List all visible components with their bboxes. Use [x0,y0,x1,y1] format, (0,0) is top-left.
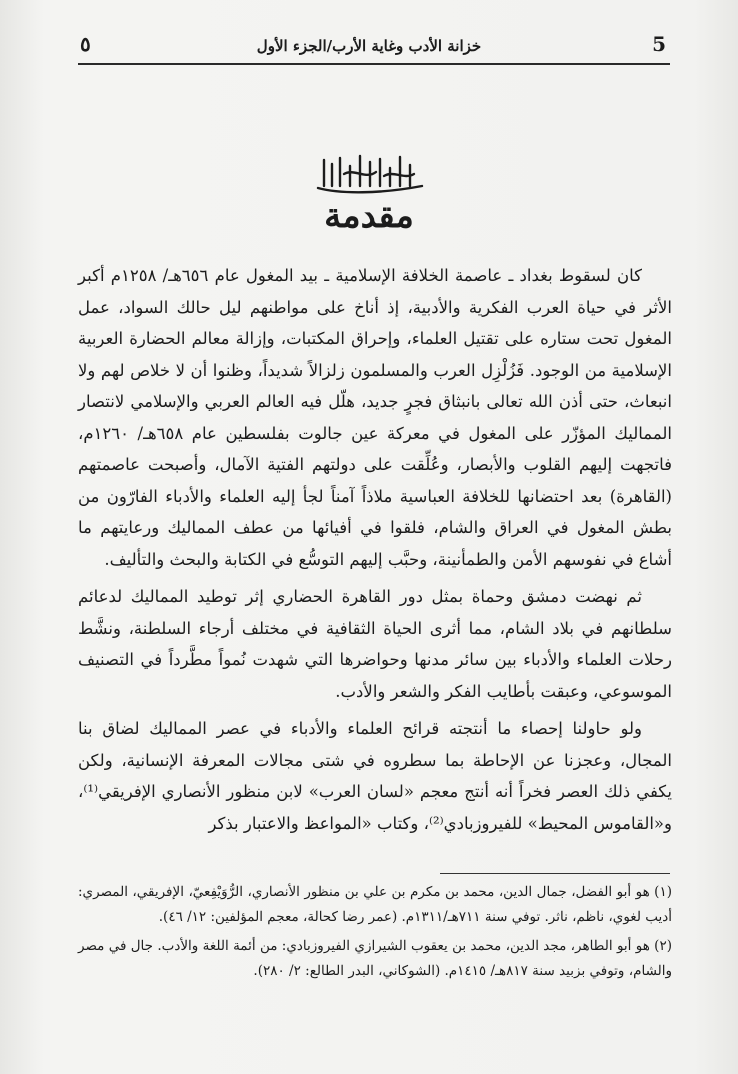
page-number-latin: 5 [652,32,666,56]
paragraph: ثم نهضت دمشق وحماة بمثل دور القاهرة الحضاري إثر توطيد المماليك لدعائم سلطانهم في بلاد الشام، مما أثرى الحياة الثقافية في مختلف أرجاء السلطنة، ونشَّط رحلات العلماء والأدباء بين سائر مدنها وحواضرها التي شهدت نُمواً مطَّرداً في التصنيف الموسوعي، وعبقت بأطايب الفكر والشعر والأدب. [78,587,672,701]
footnote: (٢) هو أبو الطاهر، مجد الدين، محمد بن يعقوب الشيرازي الفيروزبادي: من أئمة اللغة والأدب. جال في مصر والشام، وتوفي بزبيد سنة ٨١٧هـ/ ١٤١٥م. (الشوكاني، البدر الطالع: ٢/ ٢٨٠). [78,938,672,979]
section-title: مقدمة [324,196,414,236]
paragraph: كان لسقوط بغداد ـ عاصمة الخلافة الإسلامية ـ بيد المغول عام ٦٥٦هـ/ ١٢٥٨م أكبر الأثر في حياة العرب الفكرية والأدبية، إذ أناخ على مواطنهم ليل حالك السواد، عمل المغول تحت ستاره على تقتيل العلماء، وإحراق المكتبات، وإزالة معالم الحضارة العربية الإسلامية من الوجود. فَزُلْزِل العرب والمسلمون زلزالاً شديداً، وظنوا أن لا خلاص لهم ولا انبعاث، حتى أذن الله تعالى بانبثاق فجرٍ جديد، هلّل فيه العالم العربي والإسلامي لانتصار المماليك المؤزّر على المغول في معركة عين جالوت بفلسطين عام ٦٥٨هـ/ ١٢٦٠م، فاتجهت إليهم القلوب والأبصار، وعُلِّقت على دولتهم الفتية الآمال، وأصبحت عاصمتهم (القاهرة) بعد احتضانها للخلافة العباسية ملاذاً آمناً لجأ إليه العلماء والأدباء الفارّون من بطش المغول في العراق والشام، فلقوا في أفيائها من عطف المماليك ورعايتهم ما أشاع في نفوسهم الأمن والطمأنينة، وحبَّب إليهم التوسُّع في الكتابة والبحث والتأليف. [78,266,672,569]
body-text [78,260,672,839]
basmala-text: بسم الله الرحمن الرحيم [370,180,381,181]
header-rule [78,63,670,65]
footnote: (١) هو أبو الفضل، جمال الدين، محمد بن مكرم بن علي بن منظور الأنصاري، الرُّوَيْفِعيّ، الإفريقي، المصري: أديب لغوي، ناظم، ناثر. توفي سنة ٧١١هـ/١٣١١م. (عمر رضا كحالة، معجم المؤلفين: ١٢/ ٤٦). [78,884,672,925]
basmala-calligraphy [310,150,430,200]
paragraph: ولو حاولنا إحصاء ما أنتجته قرائح العلماء والأدباء في عصر المماليك لضاق بنا المجال، وعجزنا عن الإحاطة بما سطروه في شتى مجالات المعرفة الإنسانية، ولكن يكفي ذلك العصر فخراً أنه أنتج معجم «لسان العرب» لابن منظور الأنصاري الإفريقي⁽¹⁾، و«القاموس المحيط» للفيروزبادي⁽²⁾، وكتاب «المواعظ والاعتبار بذكر [78,719,672,833]
page-number-arabic: ٥ [80,32,91,56]
running-title: خزانة الأدب وغاية الأرب/الجزء الأول [256,37,482,55]
footnote-rule [440,873,670,874]
basmala-calligraphy-mark [310,150,430,200]
footnotes [78,880,672,984]
